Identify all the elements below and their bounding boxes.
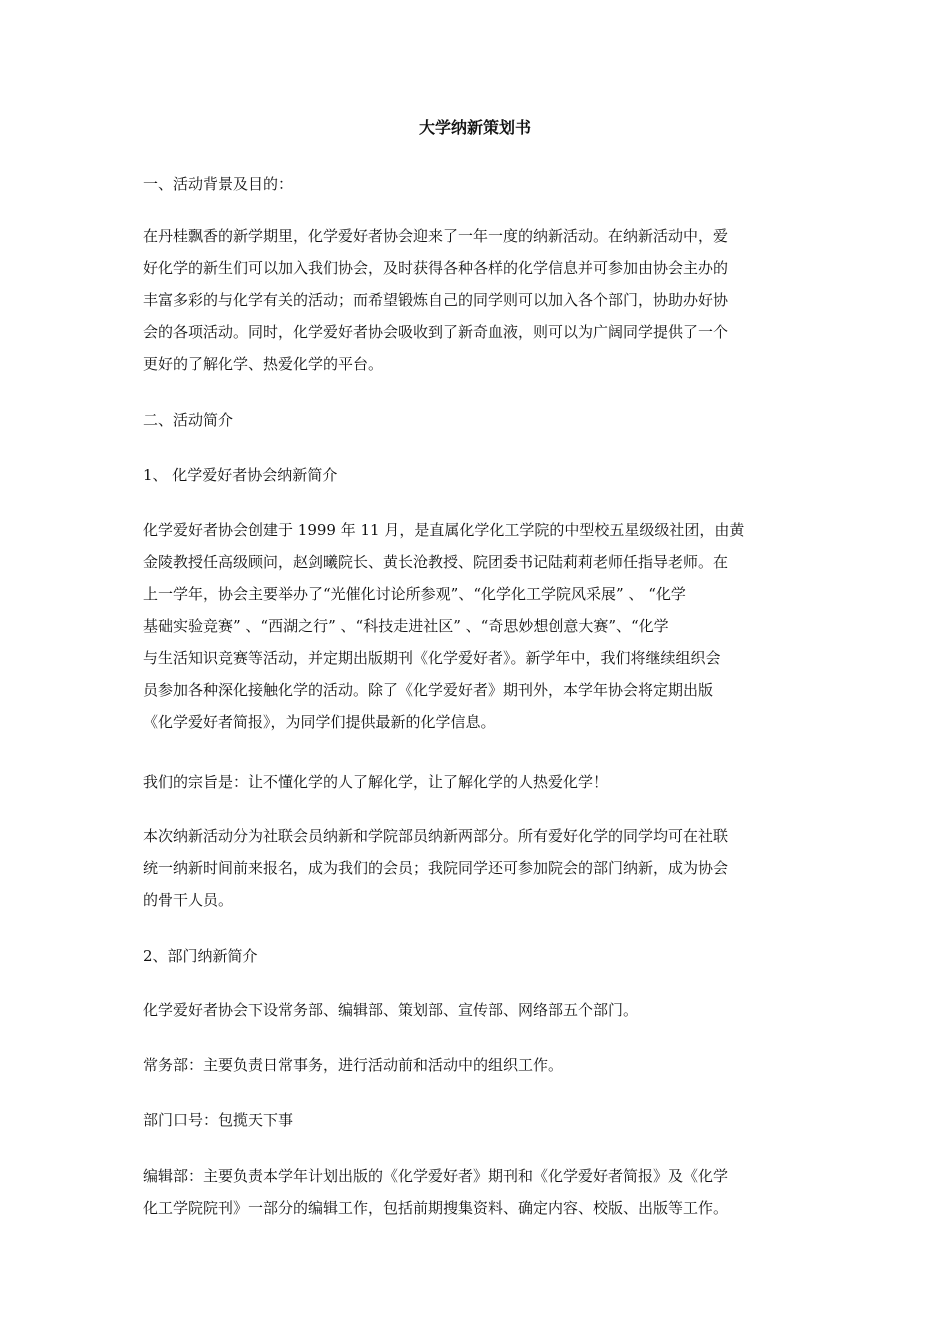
- paragraph-recruitment: [143, 820, 809, 916]
- paragraph-editorial: [143, 1160, 809, 1224]
- text-line: 《化学爱好者简报》，为同学们提供最新的化学信息。: [143, 713, 496, 731]
- text-line: 的骨干人员。: [143, 891, 234, 909]
- text-line: 上一学年，协会主要举办了“光催化讨论所参观”、“化学化工学院风采展” 、 “化学: [143, 585, 686, 603]
- text-line: 本次纳新活动分为社联会员纳新和学院部员纳新两部分。所有爱好化学的同学均可在社联: [143, 827, 729, 845]
- section-heading-intro: 二、活动简介: [143, 411, 234, 429]
- paragraph-association: [143, 514, 809, 738]
- paragraph-departments: 化学爱好者协会下设常务部、编辑部、策划部、宣传部、网络部五个部门。: [143, 1001, 639, 1019]
- section-heading-background: 一、活动背景及目的：: [143, 175, 294, 193]
- text-line: 更好的了解化学、热爱化学的平台。: [143, 355, 384, 373]
- text-line: 员参加各种深化接触化学的活动。除了《化学爱好者》期刊外，本学年协会将定期出版: [143, 681, 714, 699]
- text-line: 在丹桂飘香的新学期里，化学爱好者协会迎来了一年一度的纳新活动。在纳新活动中，爱: [143, 227, 729, 245]
- text-line: 统一纳新时间前来报名，成为我们的会员；我院同学还可参加院会的部门纳新，成为协会: [143, 859, 729, 877]
- subsection-heading-association: 1、 化学爱好者协会纳新简介: [143, 466, 338, 484]
- text-line: 好化学的新生们可以加入我们协会，及时获得各种各样的化学信息并可参加由协会主办的: [143, 259, 729, 277]
- subsection-heading-departments: 2、部门纳新简介: [143, 947, 258, 965]
- paragraph-general-affairs: 常务部：主要负责日常事务，进行活动前和活动中的组织工作。: [143, 1056, 564, 1074]
- text-line: 基础实验竞赛” 、“西湖之行” 、“科技走进社区” 、“奇思妙想创意大赛”、“化学: [143, 617, 669, 635]
- text-line: 化工学院院刊》一部分的编辑工作，包括前期搜集资料、确定内容、校版、出版等工作。: [143, 1199, 729, 1217]
- paragraph-slogan: 部门口号：包揽天下事: [143, 1111, 294, 1129]
- text-line: 金陵教授任高级顾问，赵剑曦院长、黄长沧教授、院团委书记陆莉莉老师任指导老师。在: [143, 553, 729, 571]
- text-line: 丰富多彩的与化学有关的活动；而希望锻炼自己的同学则可以加入各个部门，协助办好协: [143, 291, 729, 309]
- document-title: 大学纳新策划书: [418, 118, 531, 137]
- paragraph-background: [143, 220, 809, 380]
- text-line: 与生活知识竞赛等活动，并定期出版期刊《化学爱好者》。新学年中，我们将继续组织会: [143, 649, 721, 667]
- paragraph-motto: 我们的宗旨是：让不懂化学的人了解化学，让了解化学的人热爱化学！: [143, 773, 609, 791]
- text-line: 化学爱好者协会创建于 1999 年 11 月，是直属化学化工学院的中型校五星级级社团，由黄: [143, 521, 745, 539]
- text-line: 会的各项活动。同时，化学爱好者协会吸收到了新奇血液，则可以为广阔同学提供了一个: [143, 323, 729, 341]
- text-line: 编辑部：主要负责本学年计划出版的《化学爱好者》期刊和《化学爱好者简报》及《化学: [143, 1167, 729, 1185]
